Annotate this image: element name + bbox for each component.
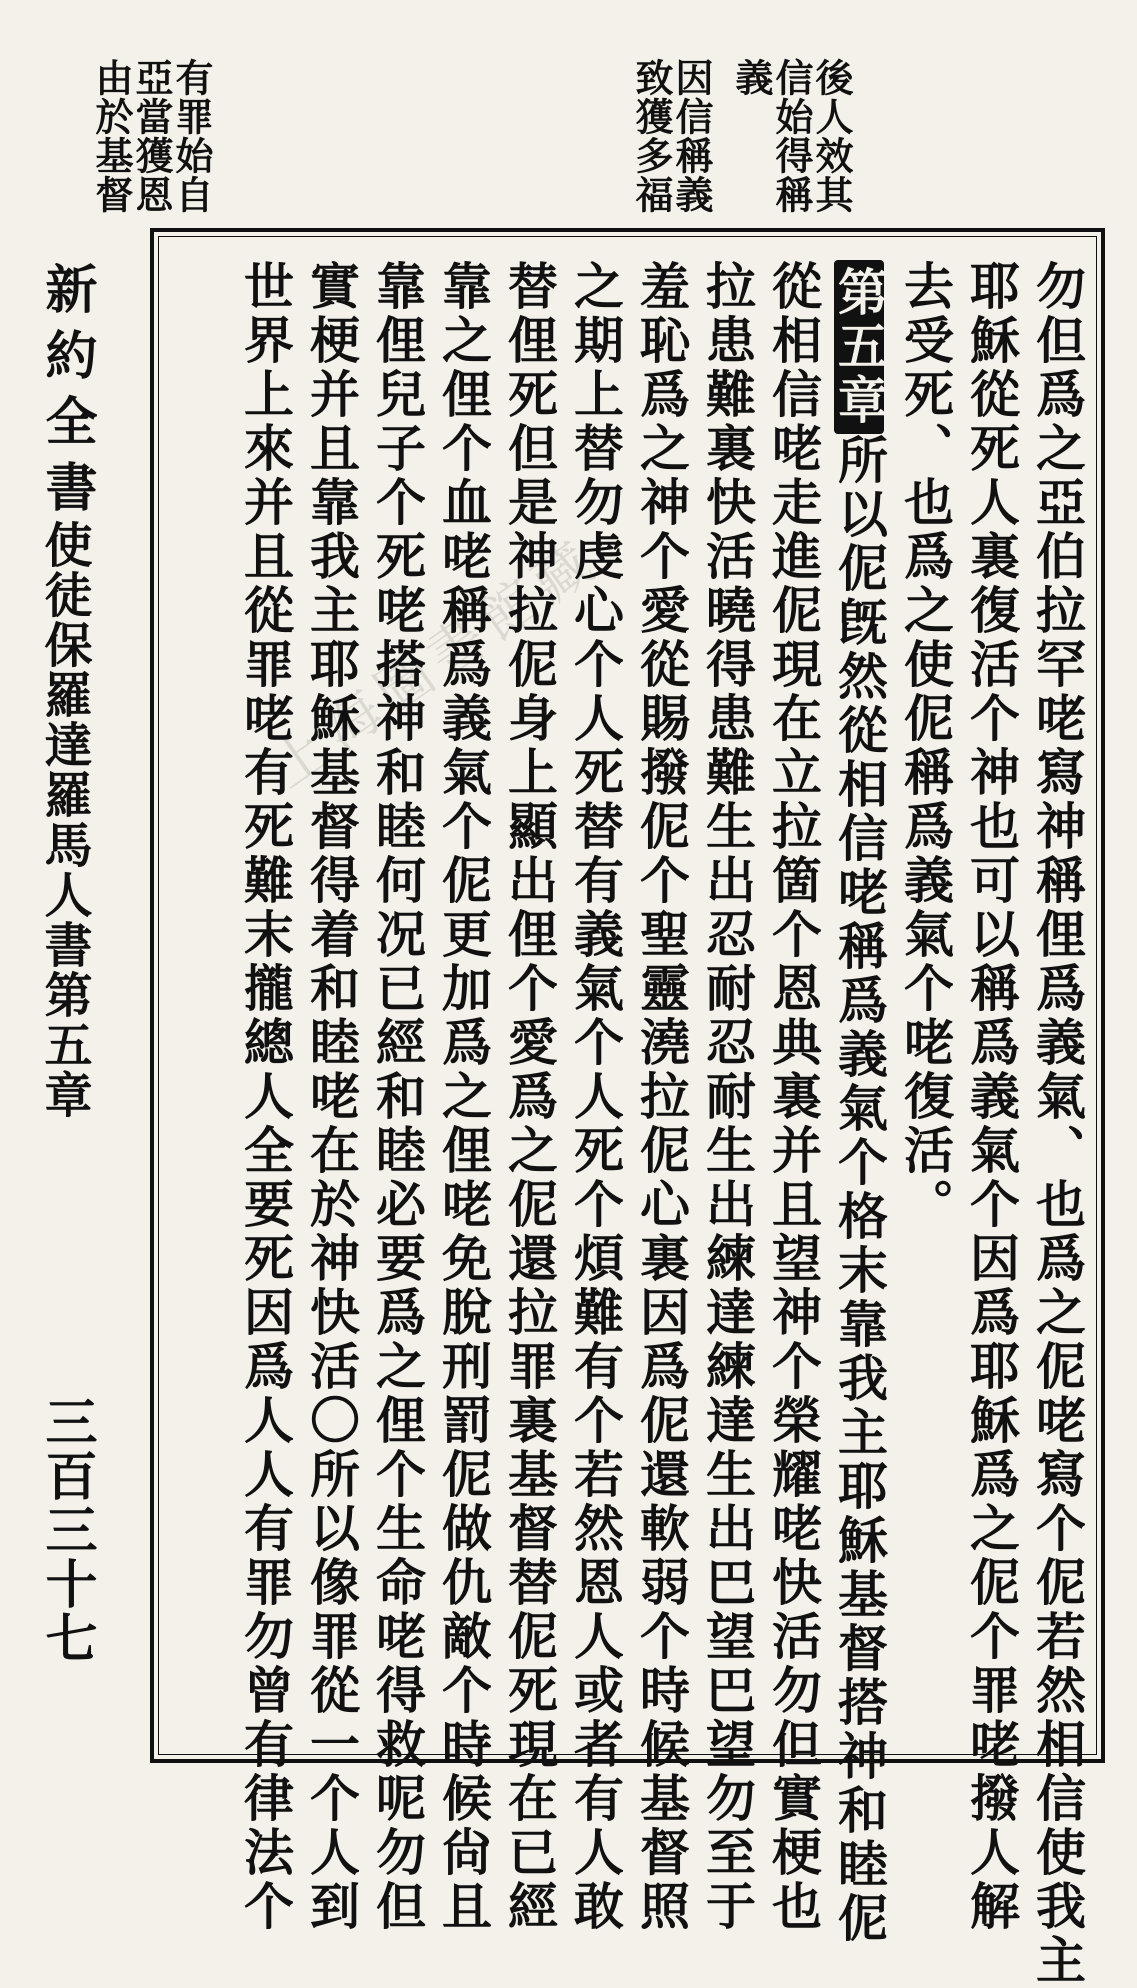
headnote-right-col3: 義 xyxy=(729,58,774,97)
book-title: 新約全書 xyxy=(36,262,97,526)
text-column-6: 拉患難裏快活曉得患難生出忍耐忍耐生出練達練達生出巴望巴望勿至于 xyxy=(698,260,757,1934)
text-frame-inner xyxy=(158,236,1097,1755)
text-column-11: 靠俚兒子个死咾搭神和睦何况已經和睦必要爲之俚个生命咾得救呢勿但 xyxy=(368,260,427,1934)
text-column-7: 羞恥爲之神个愛從賜撥伲个聖靈澆拉伲心裏因爲伲還軟弱个時候基督照 xyxy=(632,260,691,1934)
text-column-1: 勿但爲之亞伯拉罕咾寫神稱俚爲義氣、也爲之伲咾寫个伲若然相信使我主 xyxy=(1028,260,1087,1988)
headnote-right-col2: 信始得稱 xyxy=(769,58,814,214)
headnote-middle-col2: 致獲多福 xyxy=(629,58,674,214)
text-column-12: 實梗并且靠我主耶穌基督得着和睦咾在於神快活〇所以像罪從一个人到 xyxy=(302,260,361,1934)
section-title: 使徒保羅達羅馬人書第五章 xyxy=(36,520,92,1120)
text-column-8: 之期上替勿虔心个人死替有義氣个人死个煩難有个若然恩人或者有人敢 xyxy=(566,260,625,1934)
text-column-2: 耶穌從死人裏復活个神也可以稱爲義氣个因爲耶穌爲之伲个罪咾撥人解 xyxy=(962,260,1021,1934)
text-column-4-body: 所以伲旣然從相信咾稱爲義氣个格末靠我主耶穌基督搭神和睦伲 xyxy=(830,434,889,1946)
text-column-4 xyxy=(830,260,889,1946)
text-column-9: 替俚死但是神拉伲身上顯出俚个愛爲之伲還拉罪裏基督替伲死現在已經 xyxy=(500,260,559,1934)
chapter-heading: 第五章 xyxy=(834,260,884,434)
text-column-13: 世界上來并且從罪咾有死難末攏總人全要死因爲人人有罪勿曾有律法个 xyxy=(236,260,295,1934)
headnote-left-col1: 有罪始自 xyxy=(169,58,214,214)
headnote-left-col2: 亞當獲恩 xyxy=(129,58,174,214)
headnote-left-col3: 由於基督 xyxy=(89,58,134,214)
text-column-5: 從相信咾走進伲現在立拉箇个恩典裏并且望神个榮耀咾快活勿但實梗也 xyxy=(764,260,823,1934)
headnote-right-col1: 後人效其 xyxy=(809,58,854,214)
library-watermark: 上海圖書館藏 xyxy=(258,526,611,801)
page-number: 三百三十七 xyxy=(36,1395,97,1665)
text-column-10: 靠之俚个血咾稱爲義氣个伲更加爲之俚咾免脫刑罰伲做仇敵个時候尙且 xyxy=(434,260,493,1934)
headnote-middle-col1: 因信稱義 xyxy=(669,58,714,214)
text-column-3: 去受死、也爲之使伲稱爲義氣个咾復活。 xyxy=(896,260,955,1232)
